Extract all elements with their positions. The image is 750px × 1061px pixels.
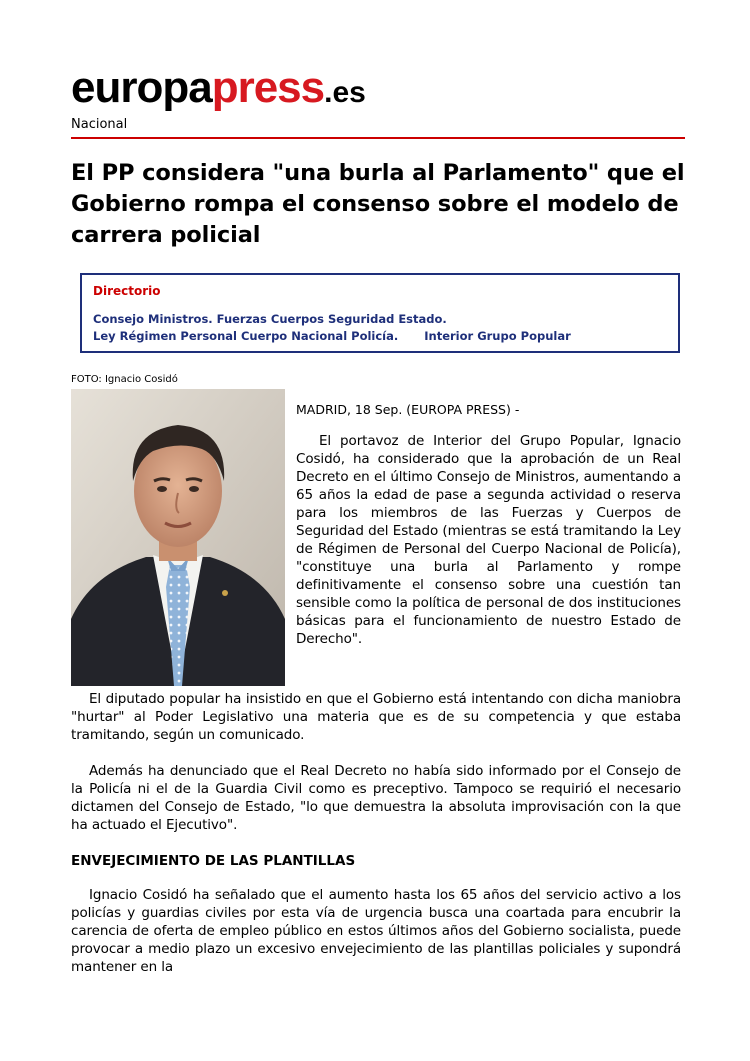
paragraph-4: Ignacio Cosidó ha señalado que el aumento hasta los 65 años del servicio activo a los policías y guardias civiles por esta vía de urgencia busca una coartada para encubrir la carencia de oferta de empleo público en estos últimos años del Gobierno socialista, puede provocar a medio plazo un excesivo envejecimiento de las plantillas policiales y supondrá mantener en la [71, 887, 681, 975]
lead-column [296, 401, 681, 648]
directory-tags-1[interactable]: Consejo Ministros. Fuerzas Cuerpos Seguridad Estado. [93, 312, 447, 326]
europapress-logo [71, 63, 366, 112]
portrait-photo [71, 389, 285, 686]
section-label: Nacional [71, 117, 128, 132]
directory-tags-2a[interactable]: Ley Régimen Personal Cuerpo Nacional Policía. [93, 329, 399, 343]
lead-paragraph: El portavoz de Interior del Grupo Popular, Ignacio Cosidó, ha considerado que la aprobación de un Real Decreto en el último Consejo de Ministros, aumentando a 65 años la edad de pase a segunda actividad o reserva para los miembros de las Fuerzas y Cuerpos de Seguridad del Estado (mientras se está tramitando la Ley de Régimen de Personal del Cuerpo Nacional de Policía), "constituye una burla al Parlamento y rompe definitivamente el consenso sobre una cuestión tan sensible como la política de personal de dos instituciones básicas para el funcionamiento de nuestro Estado de Derecho". [296, 433, 681, 647]
directory-tags-2b[interactable]: Interior Grupo Popular [424, 329, 571, 343]
dateline: MADRID, 18 Sep. (EUROPA PRESS) - [296, 402, 520, 417]
logo-text-es: .es [324, 76, 366, 109]
photo-caption: FOTO: Ignacio Cosidó [71, 374, 178, 385]
article-headline: El PP considera "una burla al Parlamento" que el Gobierno rompa el consenso sobre el modelo de carrera policial [71, 160, 685, 248]
paragraph-2: El diputado popular ha insistido en que el Gobierno está intentando con dicha maniobra "hurtar" al Poder Legislativo una materia que es de su competencia y que estaba tramitando, según un comunicado. [71, 691, 681, 743]
directory-title: Directorio [93, 284, 161, 298]
logo-text-europa: europa [71, 63, 212, 112]
directory-line-2 [93, 328, 668, 345]
header-divider [71, 137, 685, 139]
directory-box [80, 273, 680, 353]
subheading: ENVEJECIMIENTO DE LAS PLANTILLAS [71, 853, 356, 869]
directory-line-1 [93, 311, 668, 328]
paragraph-3: Además ha denunciado que el Real Decreto no había sido informado por el Consejo de la Policía ni el de la Guardia Civil como es preceptivo. Tampoco se requirió el necesario dictamen del Consejo de Estado, "lo que demuestra la absoluta improvisación con la que ha actuado el Ejecutivo". [71, 763, 681, 833]
article-body [71, 690, 681, 994]
logo-text-press: press [211, 63, 325, 112]
